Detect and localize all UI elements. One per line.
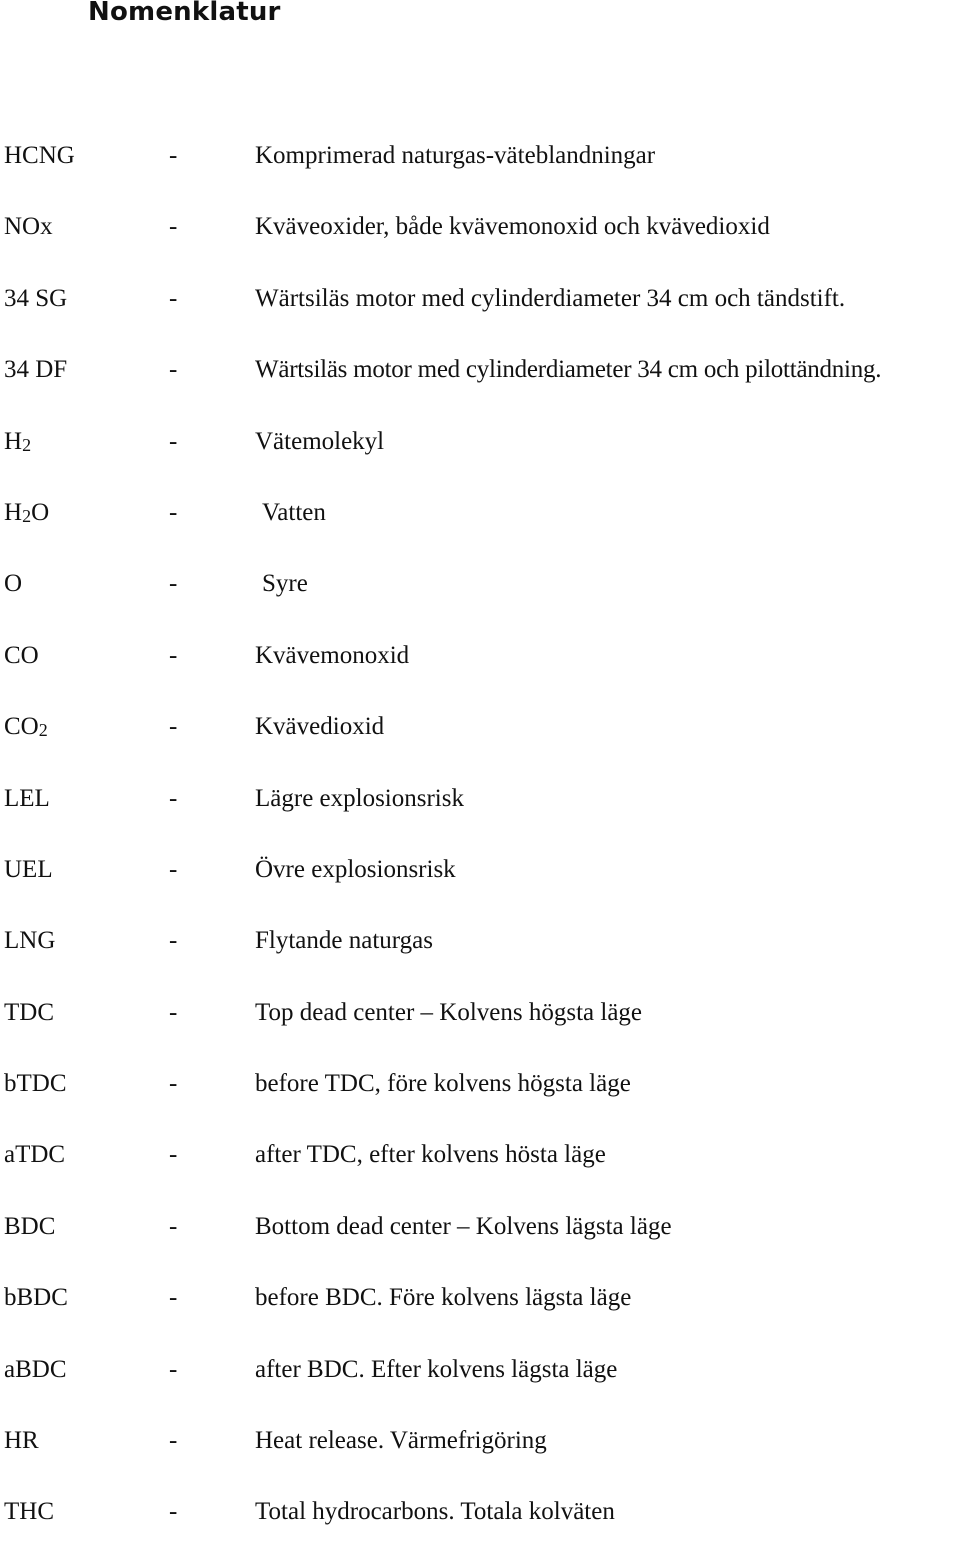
term-separator: - [169, 570, 178, 598]
term-abbr-suffix: O [31, 498, 50, 526]
term-row-nox [0, 207, 960, 278]
term-separator: - [169, 713, 178, 741]
term-description: Wärtsiläs motor med cylinderdiameter 34 cm och pilottändning. [255, 356, 882, 384]
term-description: Bottom dead center – Kolvens lägsta läge [255, 1212, 672, 1240]
term-row-lel [0, 779, 960, 850]
term-row-lng [0, 921, 960, 992]
term-row-btdc [0, 1064, 960, 1135]
term-abbr: bTDC [4, 1070, 67, 1098]
term-description: before BDC. Före kolvens lägsta läge [255, 1284, 632, 1312]
page-title: Nomenklatur [88, 0, 281, 27]
term-abbr: CO [4, 641, 39, 669]
term-abbr: HR [4, 1427, 39, 1455]
term-row-tdc [0, 993, 960, 1064]
term-separator: - [169, 1355, 178, 1383]
term-separator: - [169, 356, 178, 384]
term-description: Komprimerad naturgas-väteblandningar [255, 142, 656, 169]
term-description: Lägre explosionsrisk [255, 784, 464, 812]
term-description: Kvävedioxid [255, 713, 385, 741]
term-row-co2 [0, 707, 960, 778]
term-description: Flytande naturgas [255, 927, 433, 955]
term-separator: - [169, 284, 178, 312]
term-abbr: 34 SG [4, 284, 68, 312]
term-abbr: LEL [4, 784, 50, 812]
term-abbr-main: H [4, 427, 23, 455]
term-abbr: aBDC [4, 1355, 67, 1383]
term-abbr [4, 707, 48, 748]
term-separator: - [169, 641, 178, 669]
term-row-bbdc [0, 1278, 960, 1349]
term-row-co [0, 636, 960, 707]
term-separator: - [169, 1427, 178, 1455]
term-abbr-subscript: 2 [22, 505, 32, 526]
term-row-thc [0, 1492, 960, 1563]
term-description: Top dead center – Kolvens högsta läge [255, 998, 643, 1026]
term-row-34sg [0, 279, 960, 350]
term-abbr: 34 DF [4, 356, 68, 384]
term-separator: - [169, 1284, 178, 1312]
term-abbr-main: CO [4, 713, 39, 741]
term-description: Wärtsiläs motor med cylinderdiameter 34 cm och tändstift. [255, 284, 846, 312]
term-separator: - [169, 1212, 178, 1240]
term-row-atdc [0, 1135, 960, 1206]
term-separator: - [169, 1141, 178, 1169]
term-separator: - [169, 142, 178, 169]
term-row-abdc [0, 1350, 960, 1421]
term-abbr: HCNG [4, 142, 75, 169]
term-row-h2 [0, 422, 960, 493]
term-description: Vatten [262, 498, 326, 526]
term-abbr: O [4, 570, 23, 598]
term-separator: - [169, 427, 178, 455]
term-row-hcng [0, 136, 960, 207]
term-description: before TDC, före kolvens högsta läge [255, 1070, 631, 1098]
term-abbr: TDC [4, 998, 54, 1026]
term-separator: - [169, 927, 178, 955]
term-description: Syre [262, 570, 308, 598]
term-abbr-subscript: 2 [38, 720, 48, 741]
term-row-uel [0, 850, 960, 921]
term-separator: - [169, 784, 178, 812]
term-description: Total hydrocarbons. Totala kolväten [255, 1498, 615, 1526]
term-row-h2o [0, 493, 960, 564]
term-description: Övre explosionsrisk [255, 855, 456, 883]
term-row-hr [0, 1421, 960, 1492]
term-abbr: NOx [4, 213, 53, 241]
term-description: Kväveoxider, både kvävemonoxid och kvävedioxid [255, 213, 770, 241]
term-description: after TDC, efter kolvens hösta läge [255, 1141, 606, 1169]
term-separator: - [169, 1498, 178, 1526]
term-abbr [4, 493, 49, 534]
term-abbr: UEL [4, 855, 53, 883]
term-abbr: aTDC [4, 1141, 66, 1169]
term-separator: - [169, 1070, 178, 1098]
term-row-o [0, 564, 960, 635]
term-abbr [4, 422, 31, 463]
term-row-bdc [0, 1207, 960, 1278]
term-row-34df [0, 350, 960, 421]
term-separator: - [169, 213, 178, 241]
term-abbr-subscript: 2 [22, 434, 32, 455]
term-description: Kvävemonoxid [255, 641, 410, 669]
term-separator: - [169, 998, 178, 1026]
term-abbr-main: H [4, 498, 23, 526]
term-abbr: LNG [4, 927, 56, 955]
term-abbr: THC [4, 1498, 54, 1526]
term-separator: - [169, 498, 178, 526]
term-separator: - [169, 855, 178, 883]
nomenclature-list [0, 136, 960, 1564]
term-description: Heat release. Värmefrigöring [255, 1427, 547, 1455]
term-abbr: bBDC [4, 1284, 68, 1312]
term-description: after BDC. Efter kolvens lägsta läge [255, 1355, 618, 1383]
term-abbr: BDC [4, 1212, 56, 1240]
term-description: Vätemolekyl [255, 427, 385, 455]
